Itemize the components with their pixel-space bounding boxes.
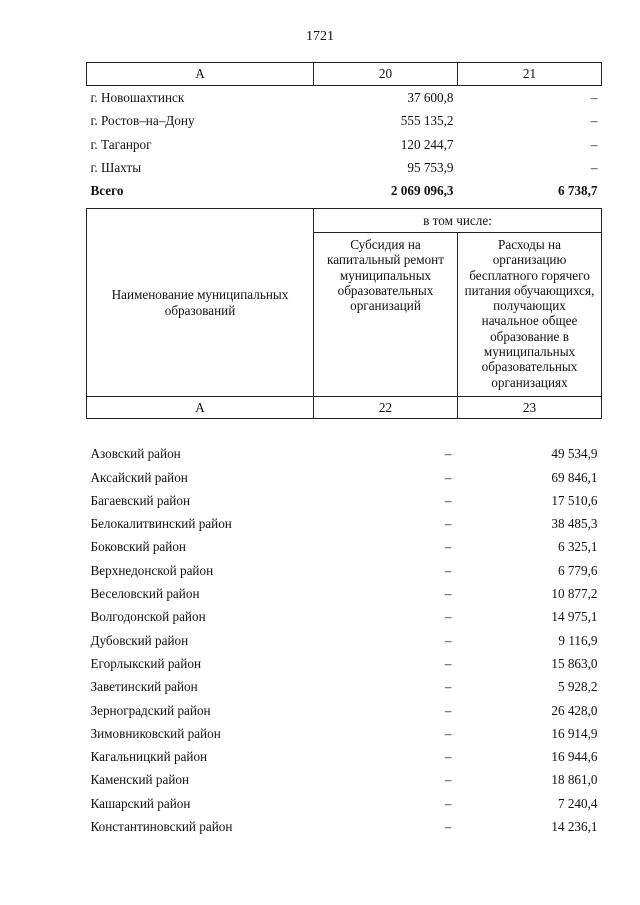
row-value-23: 7 240,4: [557, 795, 598, 811]
table-row: [87, 792, 602, 815]
row-value-22: –: [444, 539, 452, 555]
total-value-21: 6 738,7: [557, 183, 598, 199]
row-value-22: –: [444, 446, 452, 462]
row-name: Каменский район: [90, 772, 190, 788]
row-name: Кашарский район: [90, 795, 191, 811]
row-name: Кагальницкий район: [90, 749, 208, 765]
row-value-21: –: [590, 159, 598, 175]
table-row: [87, 745, 602, 768]
table-row: [87, 768, 602, 791]
table-row: [87, 489, 602, 512]
row-value-23: 14 975,1: [551, 609, 598, 625]
row-value-20: 37 600,8: [407, 90, 454, 105]
row-value-21: –: [590, 136, 598, 152]
total-row: [87, 179, 602, 202]
page-number: 1721: [306, 29, 334, 44]
table-row: [87, 442, 602, 465]
total-label: Всего: [90, 183, 124, 199]
table-row: [87, 109, 602, 132]
row-value-23: 6 779,6: [557, 562, 598, 578]
row-value-23: 16 914,9: [551, 725, 598, 741]
table1-header-21: 21: [458, 63, 602, 86]
table-row: [87, 699, 602, 722]
table-row: [87, 156, 602, 179]
table-row: [87, 582, 602, 605]
row-name: Волгодонской район: [90, 609, 206, 625]
col23-header: Расходы на организацию бесплатного горячего питания обучающихся, получающих начальное общее образование в муниципальных образовательных организациях: [458, 233, 602, 397]
row-value-23: 38 485,3: [551, 516, 598, 532]
row-value-20: 95 753,9: [407, 159, 454, 175]
row-name: г. Новошахтинск: [90, 90, 185, 105]
index-22: 22: [314, 397, 458, 419]
row-value-22: –: [444, 516, 452, 532]
row-value-23: 69 846,1: [551, 469, 598, 485]
row-value-22: –: [444, 772, 452, 788]
row-value-22: –: [444, 632, 452, 648]
row-value-22: –: [444, 819, 452, 835]
row-value-21: –: [590, 90, 598, 105]
row-value-22: –: [444, 586, 452, 602]
row-name: Азовский район: [90, 446, 181, 462]
row-value-23: 9 116,9: [558, 632, 598, 648]
table-row: [87, 466, 602, 489]
row-value-23: 16 944,6: [551, 749, 598, 765]
row-value-22: –: [444, 469, 452, 485]
row-value-23: 26 428,0: [551, 702, 598, 718]
table-row: [87, 815, 602, 838]
row-name: Веселовский район: [90, 586, 200, 602]
row-value-22: –: [444, 562, 452, 578]
table-row: [87, 605, 602, 628]
table-row: [87, 559, 602, 582]
table-row: [87, 133, 602, 156]
table-row: [87, 629, 602, 652]
row-value-22: –: [444, 655, 452, 671]
table-row: [87, 86, 602, 110]
row-value-22: –: [444, 702, 452, 718]
row-value-23: 17 510,6: [551, 492, 598, 508]
row-value-23: 10 877,2: [551, 586, 598, 602]
row-value-20: 120 244,7: [400, 136, 454, 152]
row-name: Константиновский район: [90, 819, 233, 835]
row-name: Егорлыкский район: [90, 655, 201, 671]
row-value-21: –: [590, 113, 598, 129]
row-value-22: –: [444, 492, 452, 508]
municipality-column-header: Наименование муниципальных образований: [87, 209, 314, 397]
group-header: в том числе:: [314, 209, 602, 233]
row-value-22: –: [444, 795, 452, 811]
row-name: Аксайский район: [90, 469, 188, 485]
row-name: г. Шахты: [90, 159, 142, 175]
row-name: Боковский район: [90, 539, 186, 555]
table1-header-row: [87, 63, 602, 86]
row-name: Зимовниковский район: [90, 725, 221, 741]
row-name: г. Ростов–на–Дону: [90, 113, 195, 129]
budget-table-cols-22-23: [86, 208, 602, 838]
row-value-20: 555 135,2: [400, 113, 454, 129]
table1-header-a: А: [87, 63, 314, 86]
row-name: Верхнедонской район: [90, 562, 214, 578]
row-name: Заветинский район: [90, 679, 198, 695]
row-value-22: –: [444, 679, 452, 695]
row-value-22: –: [444, 749, 452, 765]
table-row: [87, 512, 602, 535]
row-name: г. Таганрог: [90, 136, 152, 152]
index-23: 23: [458, 397, 602, 419]
table-row: [87, 675, 602, 698]
row-value-23: 18 861,0: [551, 772, 598, 788]
row-value-23: 15 863,0: [551, 655, 598, 671]
row-value-23: 6 325,1: [557, 539, 598, 555]
row-value-23: 14 236,1: [551, 819, 598, 835]
col22-header: Субсидия на капитальный ремонт муниципальных образовательных организаций: [314, 233, 458, 397]
table-row: [87, 652, 602, 675]
row-value-22: –: [444, 725, 452, 741]
table1-header-20: 20: [314, 63, 458, 86]
total-value-20: 2 069 096,3: [390, 183, 454, 199]
table2-index-row: [87, 397, 602, 419]
index-a: А: [87, 397, 314, 419]
row-name: Дубовский район: [90, 632, 189, 648]
table2-group-header-row: [87, 209, 602, 233]
row-name: Зерноградский район: [90, 702, 211, 718]
row-name: Багаевский район: [90, 492, 191, 508]
budget-table-cols-20-21: [86, 62, 602, 202]
row-value-23: 49 534,9: [551, 446, 598, 462]
table-row: [87, 722, 602, 745]
row-value-22: –: [444, 609, 452, 625]
row-value-23: 5 928,2: [557, 679, 598, 695]
row-name: Белокалитвинский район: [90, 516, 232, 532]
table-row: [87, 535, 602, 558]
